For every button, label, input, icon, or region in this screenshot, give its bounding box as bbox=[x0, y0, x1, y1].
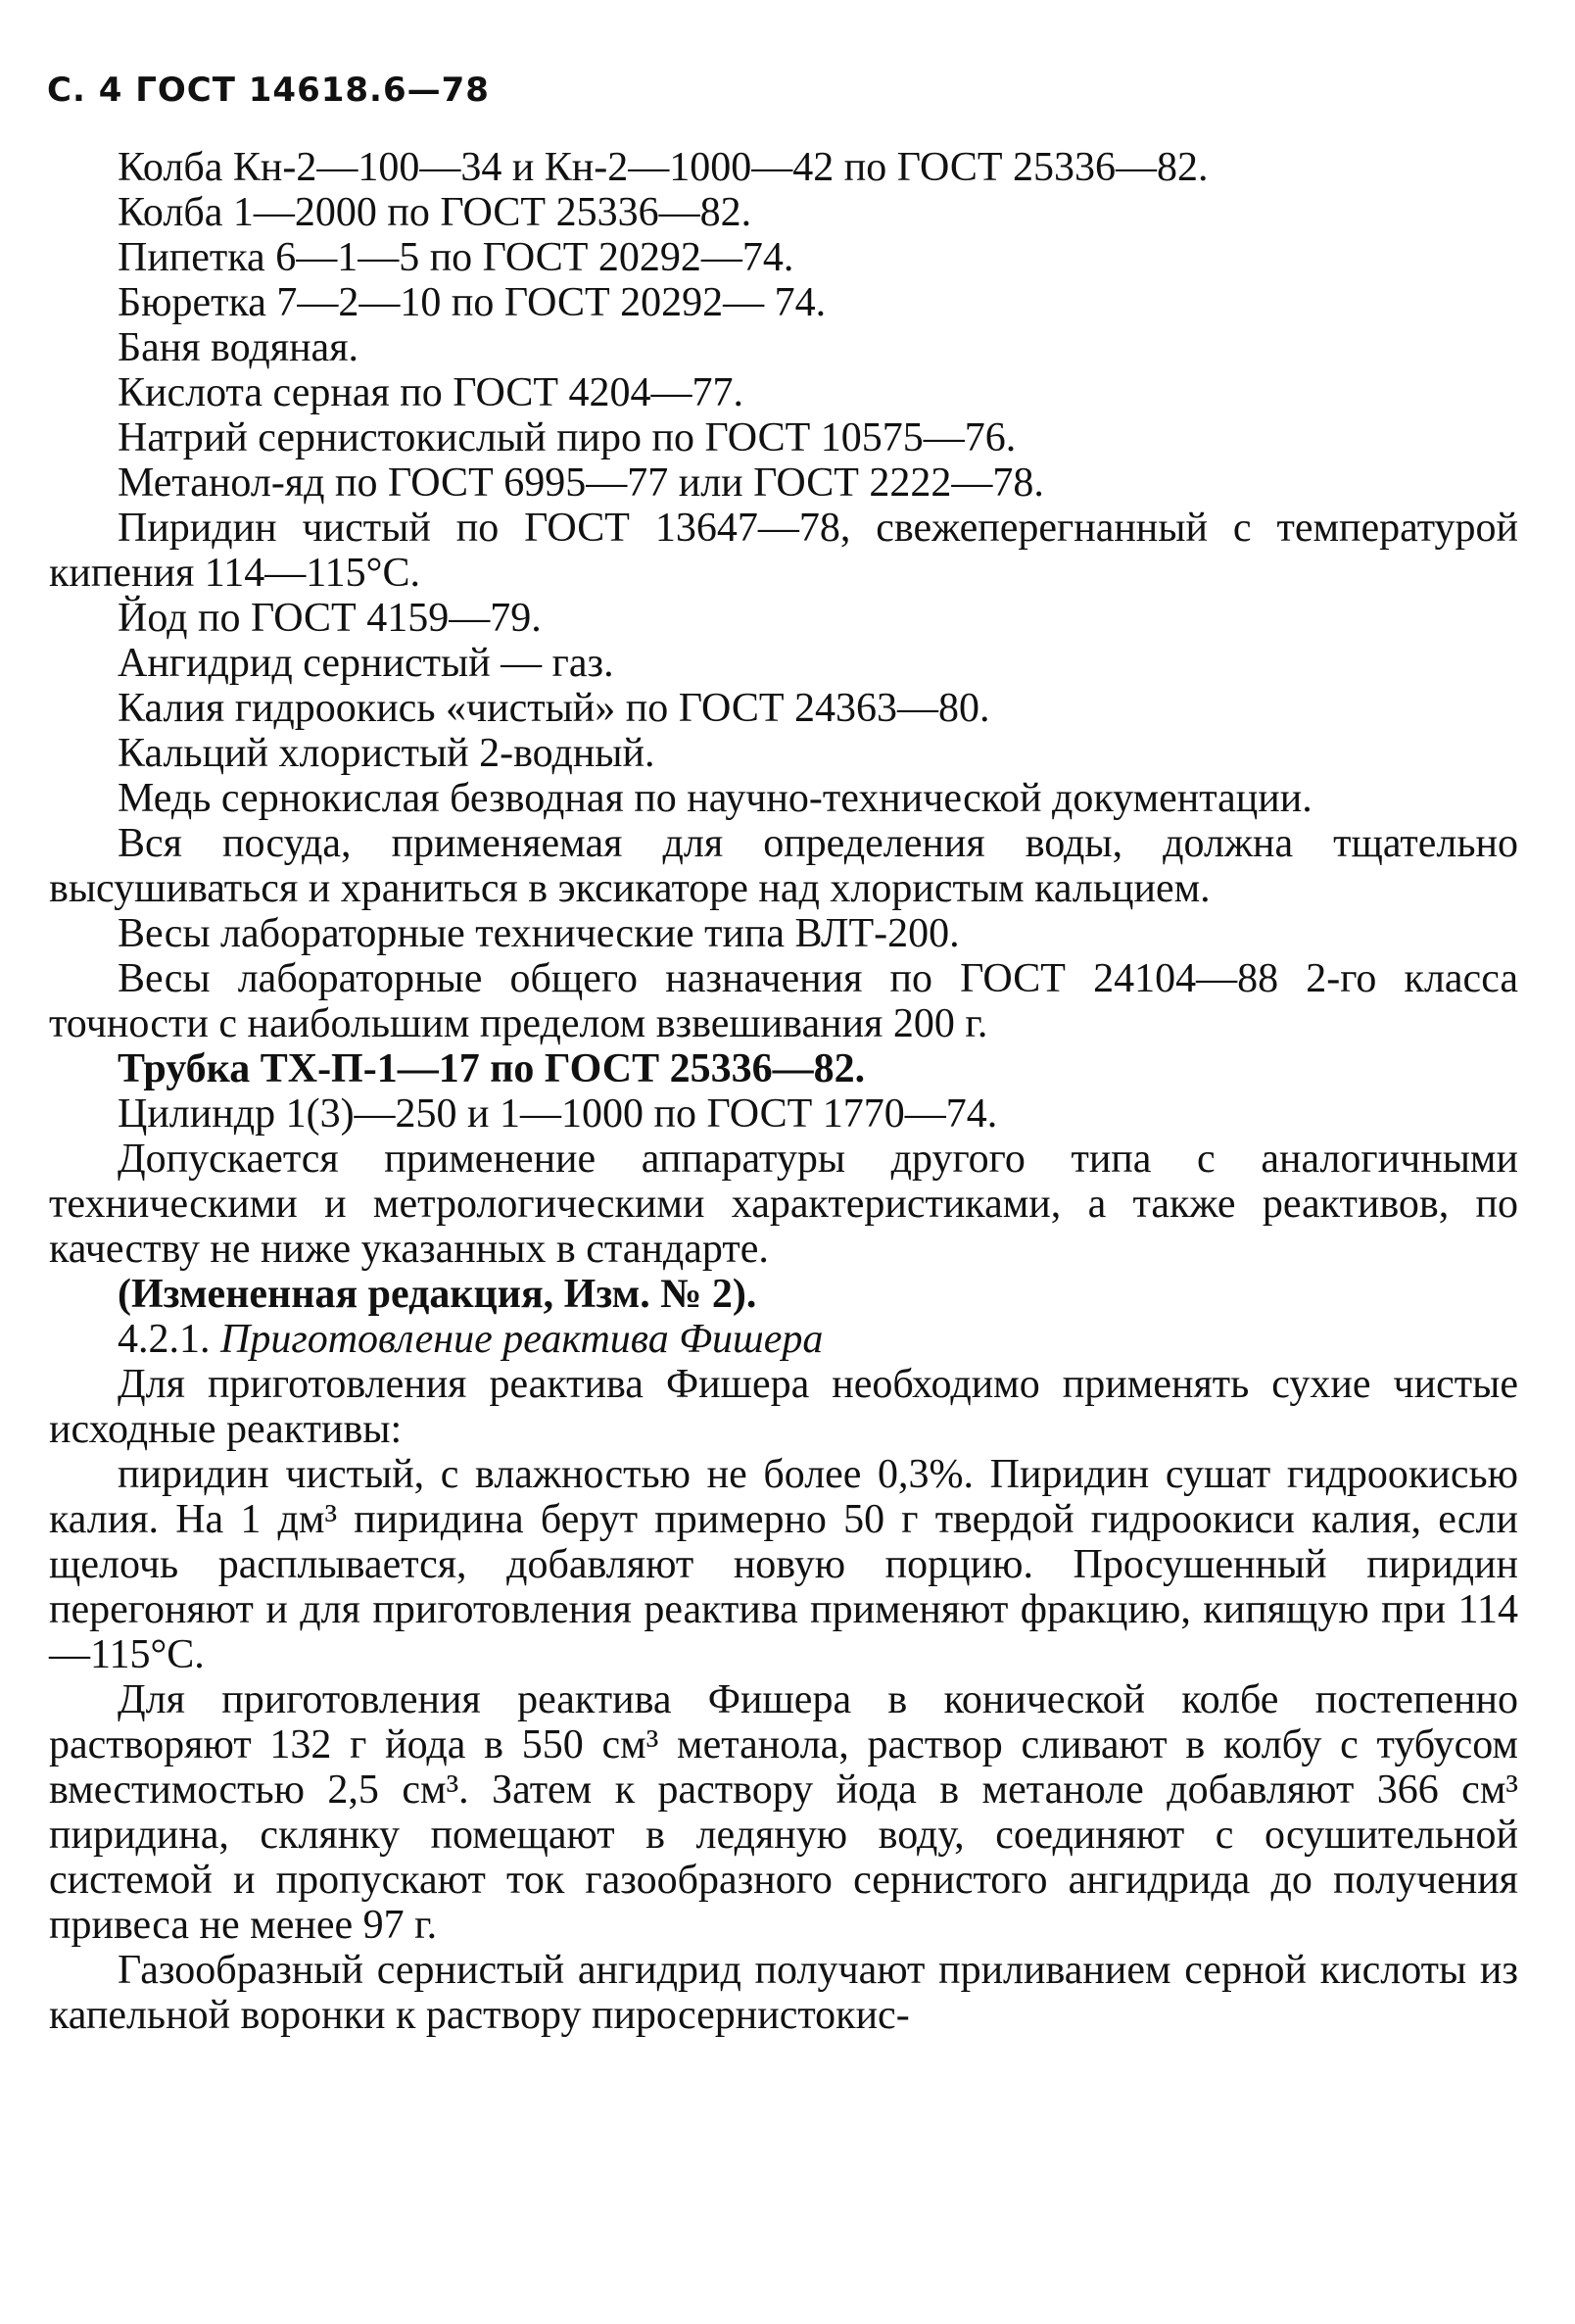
paragraph: Газообразный сернистый ангидрид получают приливанием серной кислоты из капельной воронки к раствору пиросернистокис- bbox=[49, 1948, 1518, 2038]
list-item: Натрий сернистокислый пиро по ГОСТ 10575—76. bbox=[118, 415, 1017, 460]
section-title: Приготовление реактива Фишера bbox=[220, 1317, 824, 1362]
list-item: Трубка ТХ-П-1—17 по ГОСТ 25336—82. bbox=[118, 1046, 866, 1091]
amendment-note: (Измененная редакция, Изм. № 2). bbox=[118, 1272, 757, 1317]
section-number: 4.2.1. bbox=[118, 1317, 211, 1362]
section-heading bbox=[49, 1317, 1518, 1362]
list-item: Йод по ГОСТ 4159—79. bbox=[118, 596, 542, 641]
document-body bbox=[49, 145, 1518, 2038]
paragraph: Для приготовления реактива Фишера необходимо применять сухие чистые исходные реактивы: bbox=[49, 1362, 1518, 1452]
list-item: Весы лабораторные общего назначения по ГОСТ 24104—88 2-го класса точности с наибольшим пределом взвешивания 200 г. bbox=[49, 956, 1518, 1046]
list-item: Колба Кн-2—100—34 и Кн-2—1000—42 по ГОСТ 25336—82. bbox=[118, 145, 1209, 190]
list-item: Колба 1—2000 по ГОСТ 25336—82. bbox=[118, 190, 752, 235]
list-item: Бюретка 7—2—10 по ГОСТ 20292— 74. bbox=[118, 280, 827, 325]
list-item: Медь сернокислая безводная по научно-технической документации. bbox=[118, 776, 1312, 821]
list-item: Ангидрид сернистый — газ. bbox=[118, 641, 614, 686]
list-item: Пипетка 6—1—5 по ГОСТ 20292—74. bbox=[118, 235, 794, 280]
list-item: Метанол-яд по ГОСТ 6995—77 или ГОСТ 2222—78. bbox=[118, 460, 1044, 506]
list-item: Кальций хлористый 2-водный. bbox=[118, 731, 655, 776]
paragraph: Вся посуда, применяемая для определения воды, должна тщательно высушиваться и храниться в эксикаторе над хлористым кальцием. bbox=[49, 821, 1518, 911]
list-item: Калия гидроокись «чистый» по ГОСТ 24363—80. bbox=[118, 686, 990, 731]
list-item: Пиридин чистый по ГОСТ 13647—78, свежеперегнанный с температурой кипения 114—115°С. bbox=[49, 506, 1518, 596]
paragraph: Для приготовления реактива Фишера в конической колбе постепенно растворяют 132 г йода в 550 см³ метанола, раствор сливают в колбу с тубусом вместимостью 2,5 см³. Затем к раствору йода в метаноле добавляют 366 см³ пиридина, склянку помещают в ледяную воду, соединяют с осушительной системой и пропускают ток газообразного сернистого ангидрида до получения привеса не менее 97 г. bbox=[49, 1677, 1518, 1948]
paragraph: Допускается применение аппаратуры другого типа с аналогичными техническими и метрологическими характеристиками, а также реактивов, по качеству не ниже указанных в стандарте. bbox=[49, 1137, 1518, 1272]
list-item: Кислота серная по ГОСТ 4204—77. bbox=[118, 370, 744, 415]
list-item: Баня водяная. bbox=[118, 325, 359, 370]
paragraph: пиридин чистый, с влажностью не более 0,3%. Пиридин сушат гидроокисью калия. На 1 дм³ пиридина берут примерно 50 г твердой гидроокиси калия, если щелочь расплывается, добавляют новую порцию. Просушенный пиридин перегоняют и для приготовления реактива применяют фракцию, кипящую при 114—115°С. bbox=[49, 1452, 1518, 1677]
list-item: Цилиндр 1(3)—250 и 1—1000 по ГОСТ 1770—74. bbox=[118, 1091, 998, 1137]
page-header: С. 4 ГОСТ 14618.6—78 bbox=[47, 71, 490, 110]
list-item: Весы лабораторные технические типа ВЛТ-200. bbox=[118, 911, 960, 956]
